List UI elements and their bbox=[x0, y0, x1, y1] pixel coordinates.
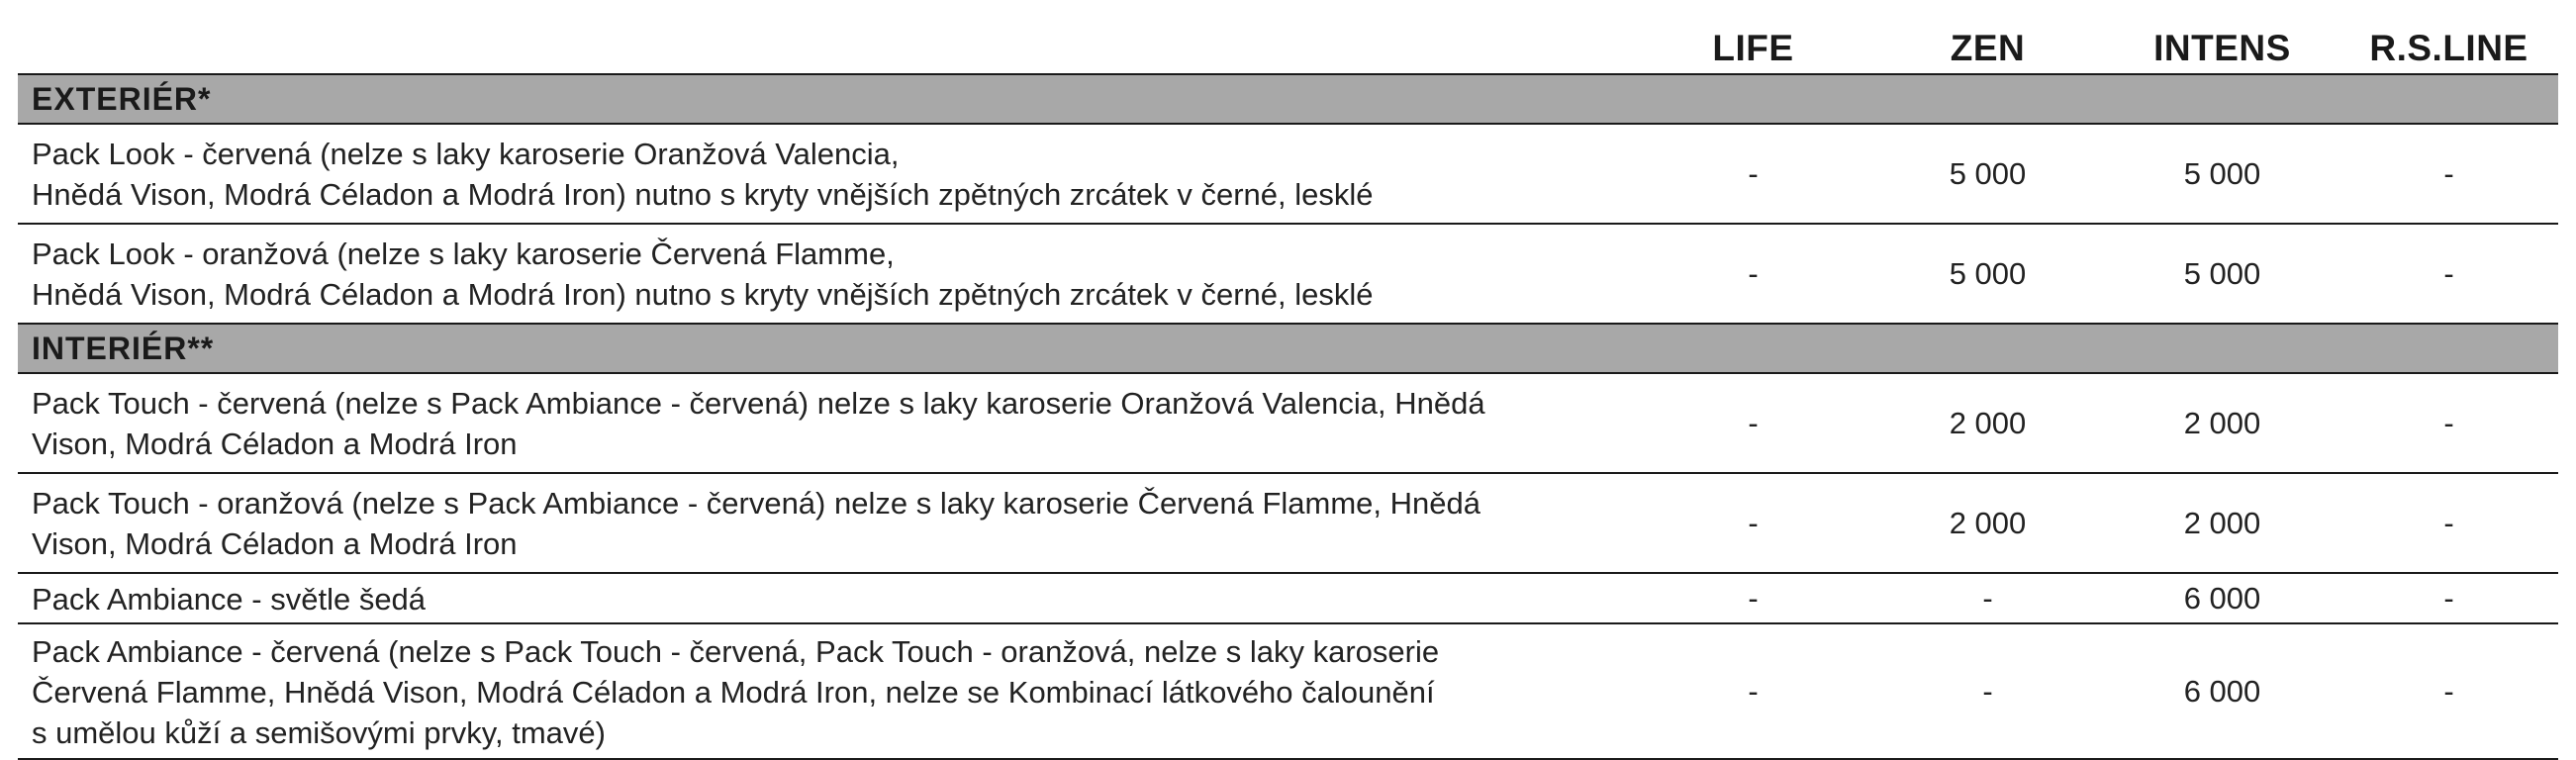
price-intens: 2 000 bbox=[2105, 473, 2339, 573]
description-line: Hnědá Vison, Modrá Céladon a Modrá Iron) nutno s kryty vnějších zpětných zrcátek v černé, lesklé bbox=[32, 277, 1374, 312]
description-line: Pack Touch - červená (nelze s Pack Ambiance - červená) nelze s laky karoserie Oranžová Valencia, Hnědá bbox=[32, 386, 1485, 421]
description-line: Pack Touch - oranžová (nelze s Pack Ambiance - červená) nelze s laky karoserie Červená Flamme, Hnědá bbox=[32, 486, 1480, 521]
options-price-table-page bbox=[18, 0, 2558, 760]
price-intens: 5 000 bbox=[2105, 124, 2339, 224]
price-intens: 6 000 bbox=[2105, 573, 2339, 623]
option-description bbox=[18, 373, 1636, 473]
header-blank-cell bbox=[18, 0, 1636, 74]
price-life: - bbox=[1636, 124, 1870, 224]
column-header-intens: INTENS bbox=[2105, 0, 2339, 74]
price-life: - bbox=[1636, 473, 1870, 573]
column-header-life: LIFE bbox=[1636, 0, 1870, 74]
option-description bbox=[18, 573, 1636, 623]
section-header-interior bbox=[18, 324, 2558, 373]
table-row bbox=[18, 124, 2558, 224]
price-rsline: - bbox=[2339, 224, 2558, 324]
description-line: Pack Look - oranžová (nelze s laky karoserie Červená Flamme, bbox=[32, 237, 895, 271]
price-intens: 2 000 bbox=[2105, 373, 2339, 473]
price-rsline: - bbox=[2339, 373, 2558, 473]
description-line: Vison, Modrá Céladon a Modrá Iron bbox=[32, 526, 518, 561]
description-line: s umělou kůží a semišovými prvky, tmavé) bbox=[32, 714, 606, 750]
price-zen: - bbox=[1870, 573, 2105, 623]
price-zen: - bbox=[1870, 623, 2105, 759]
option-description bbox=[18, 473, 1636, 573]
column-header-rsline: R.S.LINE bbox=[2339, 0, 2558, 74]
section-header-exterior bbox=[18, 74, 2558, 124]
price-life: - bbox=[1636, 573, 1870, 623]
price-intens: 5 000 bbox=[2105, 224, 2339, 324]
option-description bbox=[18, 224, 1636, 324]
price-zen: 5 000 bbox=[1870, 224, 2105, 324]
price-rsline: - bbox=[2339, 623, 2558, 759]
table-row bbox=[18, 224, 2558, 324]
price-zen: 2 000 bbox=[1870, 373, 2105, 473]
price-life: - bbox=[1636, 224, 1870, 324]
price-zen: 2 000 bbox=[1870, 473, 2105, 573]
description-line: Pack Ambiance - světle šedá bbox=[32, 581, 427, 617]
section-title: EXTERIÉR* bbox=[18, 74, 2558, 124]
price-rsline: - bbox=[2339, 573, 2558, 623]
description-line: Pack Look - červená (nelze s laky karoserie Oranžová Valencia, bbox=[32, 137, 900, 171]
price-life: - bbox=[1636, 373, 1870, 473]
price-zen: 5 000 bbox=[1870, 124, 2105, 224]
section-title: INTERIÉR** bbox=[18, 324, 2558, 373]
price-rsline: - bbox=[2339, 473, 2558, 573]
price-life: - bbox=[1636, 623, 1870, 759]
column-header-zen: ZEN bbox=[1870, 0, 2105, 74]
description-line: Pack Ambiance - červená (nelze s Pack Touch - červená, Pack Touch - oranžová, nelze s laky karoserie bbox=[32, 633, 1440, 669]
description-line: Vison, Modrá Céladon a Modrá Iron bbox=[32, 427, 518, 461]
option-description bbox=[18, 623, 1636, 759]
table-row bbox=[18, 373, 2558, 473]
price-intens: 6 000 bbox=[2105, 623, 2339, 759]
header-row bbox=[18, 0, 2558, 74]
options-price-table bbox=[18, 0, 2558, 760]
description-line: Červená Flamme, Hnědá Vison, Modrá Céladon a Modrá Iron, nelze se Kombinací látkového čalounění bbox=[32, 674, 1435, 710]
price-rsline: - bbox=[2339, 124, 2558, 224]
table-row bbox=[18, 623, 2558, 759]
option-description bbox=[18, 124, 1636, 224]
description-line: Hnědá Vison, Modrá Céladon a Modrá Iron) nutno s kryty vnějších zpětných zrcátek v černé, lesklé bbox=[32, 177, 1374, 212]
table-row bbox=[18, 473, 2558, 573]
table-row bbox=[18, 573, 2558, 623]
